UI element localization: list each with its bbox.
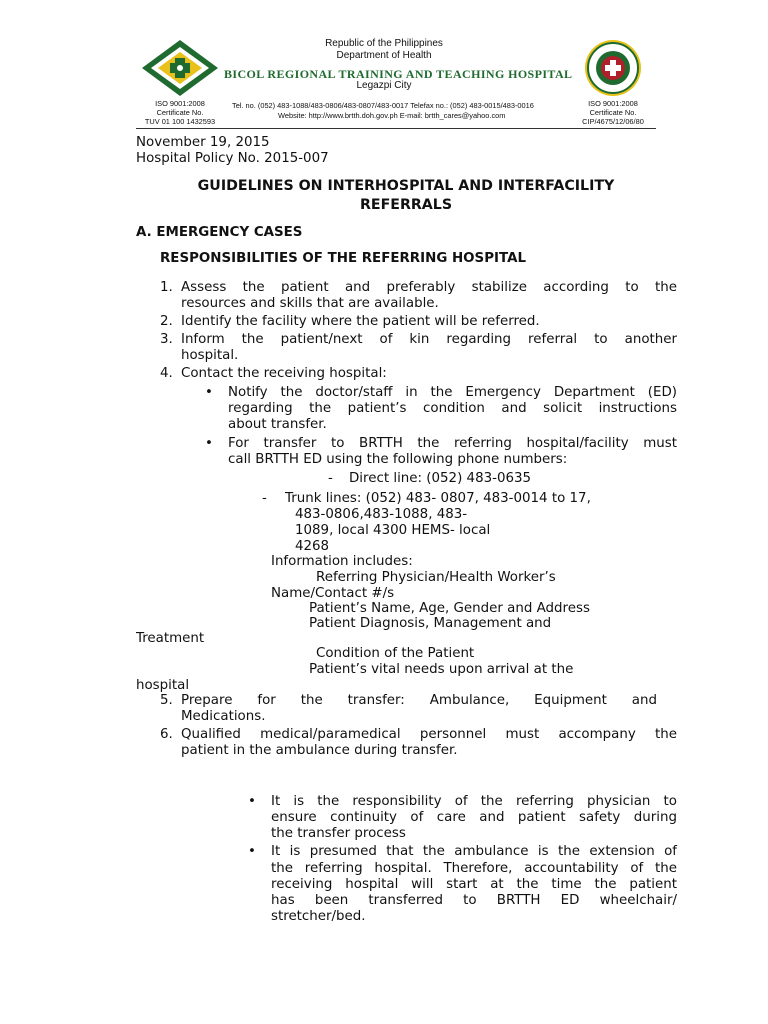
bullet: • (248, 844, 256, 859)
bullet-item-cont: call BRTTH ED using the following phone numbers: (228, 452, 568, 467)
letterhead-department: Department of Health (336, 50, 432, 61)
item-number: 2. (160, 314, 173, 329)
doh-seal (583, 38, 643, 98)
info-line: Patient’s vital needs upon arrival at the (309, 662, 574, 677)
trunk-lines-cont: 4268 (295, 539, 330, 554)
right-cert (570, 99, 656, 126)
right-cert-line: ISO 9001:2008 (588, 99, 638, 108)
list-item: Identify the facility where the patient will be referred. (181, 314, 540, 329)
letterhead-city: Legazpi City (356, 80, 412, 91)
letterhead (0, 0, 768, 130)
note-item-cont: ensure continuity of care and patient safety during (271, 810, 677, 825)
left-cert (138, 99, 222, 126)
bullet-item-cont: regarding the patient’s condition and solicit instructions (228, 401, 677, 416)
info-line: hospital (136, 678, 190, 693)
hospital-logo (140, 38, 220, 98)
item-number: 4. (160, 366, 173, 381)
dash: - (328, 471, 333, 486)
letterhead-website: Website: http://www.brtth.doh.gov.ph E-mail: brtth_cares@yahoo.com (278, 111, 506, 120)
bullet: • (248, 794, 256, 809)
list-item: Contact the receiving hospital: (181, 366, 387, 381)
info-line: Treatment (136, 631, 205, 646)
section-heading: A. EMERGENCY CASES (136, 225, 303, 240)
document-title-cont: REFERRALS (359, 197, 453, 213)
letterhead-contact: Tel. no. (052) 483-1088/483-0806/483-0807/483-0017 Telefax no.: (052) 483-0015/483-0016 (232, 101, 534, 110)
note-item-cont: the referring hospital. Therefore, accountability of the (271, 861, 677, 876)
item-number: 6. (160, 727, 173, 742)
direct-line: Direct line: (052) 483-0635 (349, 471, 532, 486)
bullet-item: For transfer to BRTTH the referring hospital/facility must (228, 436, 677, 451)
note-item-cont: stretcher/bed. (271, 909, 366, 924)
letterhead-republic: Republic of the Philippines (325, 38, 443, 49)
trunk-lines-cont: 1089, local 4300 HEMS- local (295, 523, 491, 538)
right-cert-line: Certificate No. (589, 108, 637, 117)
note-item-cont: has been transferred to BRTTH ED wheelchair/ (271, 893, 677, 908)
bullet: • (205, 385, 213, 400)
dash: - (262, 491, 267, 506)
note-item: It is the responsibility of the referring physician to (271, 794, 677, 809)
item-number: 3. (160, 332, 173, 347)
info-line: Patient Diagnosis, Management and (309, 616, 552, 631)
info-heading: Information includes: (271, 554, 413, 569)
trunk-lines-cont: 483-0806,483-1088, 483- (295, 507, 468, 522)
list-item: Prepare for the transfer: Ambulance, Equipment and (181, 693, 657, 708)
document-title: GUIDELINES ON INTERHOSPITAL AND INTERFACILITY (197, 178, 615, 194)
note-item: It is presumed that the ambulance is the extension of (271, 844, 677, 859)
info-line: Referring Physician/Health Worker’s (316, 570, 556, 585)
subheading: RESPONSIBILITIES OF THE REFERRING HOSPITAL (160, 251, 526, 266)
letterhead-divider (136, 128, 656, 129)
info-line: Name/Contact #/s (271, 586, 395, 601)
note-item-cont: receiving hospital will start at the time the patient (271, 877, 677, 892)
list-item: Qualified medical/paramedical personnel must accompany the (181, 727, 677, 742)
list-item-cont: resources and skills that are available. (181, 296, 439, 311)
right-cert-line: CIP/4675/12/06/80 (582, 117, 644, 126)
bullet-item-cont: about transfer. (228, 417, 327, 432)
list-item-cont: Medications. (181, 709, 266, 724)
trunk-lines: Trunk lines: (052) 483- 0807, 483-0014 to 17, (285, 491, 591, 506)
left-cert-line: ISO 9001:2008 (155, 99, 205, 108)
list-item-cont: hospital. (181, 348, 239, 363)
policy-number: Hospital Policy No. 2015-007 (136, 151, 329, 166)
bullet: • (205, 436, 213, 451)
list-item: Inform the patient/next of kin regarding referral to another (181, 332, 677, 347)
bullet-item: Notify the doctor/staff in the Emergency Department (ED) (228, 385, 677, 400)
item-number: 5. (160, 693, 173, 708)
info-line: Patient’s Name, Age, Gender and Address (309, 601, 590, 616)
list-item: Assess the patient and preferably stabilize according to the (181, 280, 677, 295)
list-item-cont: patient in the ambulance during transfer. (181, 743, 458, 758)
document-date: November 19, 2015 (136, 135, 270, 150)
left-cert-line: Certificate No. (156, 108, 204, 117)
note-item-cont: the transfer process (271, 826, 406, 841)
hospital-name-text: BICOL REGIONAL TRAINING AND TEACHING HOSPITAL (224, 67, 573, 81)
item-number: 1. (160, 280, 173, 295)
left-cert-line: TUV 01 100 1432593 (144, 117, 216, 126)
info-line: Condition of the Patient (316, 646, 475, 661)
